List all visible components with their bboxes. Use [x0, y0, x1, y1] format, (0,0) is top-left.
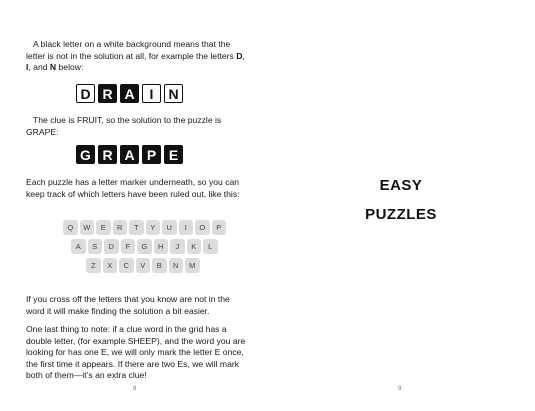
drain-tile-a: A — [120, 84, 139, 103]
grape-tile-row — [76, 145, 183, 164]
intro-text-end: below: — [56, 62, 84, 73]
drain-tile-n: N — [164, 84, 183, 103]
key-b: B — [152, 258, 167, 273]
key-k: K — [187, 239, 202, 254]
cross-off-paragraph: If you cross off the letters that you know are not in the word it will make finding the solution a bit easier. — [26, 294, 230, 316]
key-z: Z — [86, 258, 101, 273]
grape-tile-e: E — [164, 145, 183, 164]
separator-1: , — [242, 50, 245, 61]
page-number-left: 8 — [133, 386, 137, 392]
key-x: X — [103, 258, 118, 273]
key-r: R — [113, 220, 128, 235]
key-v: V — [136, 258, 151, 273]
letter-n: N — [49, 62, 57, 73]
key-p: P — [212, 220, 227, 235]
grape-tile-g: G — [76, 145, 95, 164]
letter-d: D — [236, 50, 243, 61]
key-o: O — [195, 220, 210, 235]
heading-puzzles: PUZZLES — [365, 206, 437, 223]
key-s: S — [88, 239, 103, 254]
letter-i: I — [26, 62, 29, 73]
key-g: G — [137, 239, 152, 254]
key-n: N — [169, 258, 184, 273]
left-page — [0, 0, 267, 411]
intro-paragraph — [26, 39, 248, 74]
key-m: M — [185, 258, 200, 273]
separator-2: , and — [28, 62, 50, 73]
grape-tile-a: A — [120, 145, 139, 164]
keyboard-row-2 — [71, 239, 218, 254]
right-page — [267, 0, 535, 411]
key-u: U — [162, 220, 177, 235]
page-number-right: 9 — [398, 386, 402, 392]
key-a: A — [71, 239, 86, 254]
key-c: C — [119, 258, 134, 273]
keyboard-row-3 — [86, 258, 200, 273]
marker-paragraph: Each puzzle has a letter marker underneath, so you can keep track of which letters have been ruled out, like this: — [26, 177, 240, 199]
intro-text: A black letter on a white background means that the letter is not in the solution at all, for example the letters — [26, 39, 237, 61]
key-f: F — [121, 239, 136, 254]
key-l: L — [203, 239, 218, 254]
double-letter-paragraph: One last thing to note: if a clue word in the grid has a double letter, (for example SHEEP), and the word you are looking for has one E, we will only mark the letter E once, the first time it appears. If there are two Es, we will mark both of them—it’s an extra clue! — [26, 324, 246, 381]
heading-easy: EASY — [379, 177, 423, 194]
drain-tile-row — [76, 84, 183, 103]
key-e: E — [96, 220, 111, 235]
key-q: Q — [63, 220, 78, 235]
keyboard-row-1 — [63, 220, 226, 235]
key-j: J — [170, 239, 185, 254]
drain-tile-d: D — [76, 84, 95, 103]
key-w: W — [80, 220, 95, 235]
key-t: T — [129, 220, 144, 235]
drain-tile-r: R — [98, 84, 117, 103]
drain-tile-i: I — [142, 84, 161, 103]
key-y: Y — [146, 220, 161, 235]
clue-paragraph: The clue is FRUIT, so the solution to the puzzle is GRAPE: — [26, 115, 222, 137]
key-h: H — [154, 239, 169, 254]
key-d: D — [104, 239, 119, 254]
grape-tile-p: P — [142, 145, 161, 164]
grape-tile-r: R — [98, 145, 117, 164]
key-i: I — [179, 220, 194, 235]
